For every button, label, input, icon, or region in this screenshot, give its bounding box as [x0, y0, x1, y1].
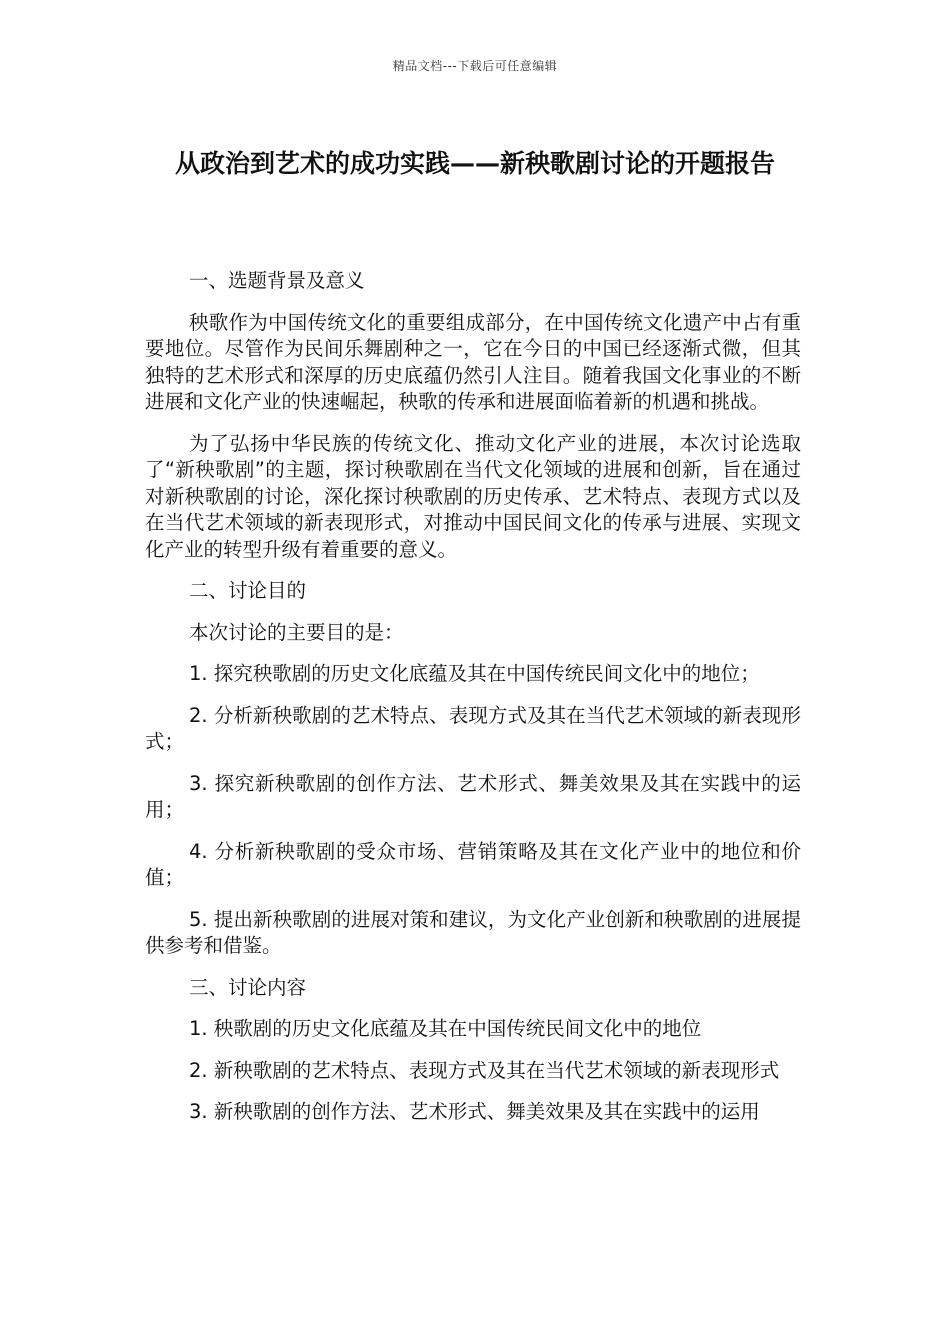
header-note: 精品文档---下载后可任意编辑 [392, 59, 558, 73]
purpose-item-1: 1. 探究秧歌剧的历史文化底蕴及其在中国传统民间文化中的地位； [189, 662, 760, 685]
purpose-item-3: 3. 探究新秧歌剧的创作方法、艺术形式、舞美效果及其在实践中的运用； [145, 771, 801, 821]
paragraph-background: 秧歌作为中国传统文化的重要组成部分，在中国传统文化遗产中占有重要地位。尽管作为民间乐舞剧种之一，它在今日的中国已经逐渐式微，但其独特的艺术形式和深厚的历史底蕴仍然引人注目。随着我国文化事业的不断进展和文化产业的快速崛起，秧歌的传承和进展面临着新的机遇和挑战。 [145, 310, 801, 413]
section-heading-content: 三、讨论内容 [189, 975, 307, 999]
section-heading-background: 一、选题背景及意义 [189, 269, 365, 292]
paragraph-significance: 为了弘扬中华民族的传统文化、推动文化产业的进展，本次讨论选取了“新秧歌剧”的主题，探讨秧歌剧在当代文化领域的进展和创新，旨在通过对新秧歌剧的讨论，深化探讨秧歌剧的历史传承、艺术特点、表现方式以及在当代艺术领域的新表现形式，对推动中国民间文化的传承与进展、实现文化产业的转型升级有着重要的意义。 [145, 431, 801, 561]
paragraph-purpose-intro: 本次讨论的主要目的是： [189, 620, 404, 644]
purpose-item-5: 5. 提出新秧歌剧的进展对策和建议，为文化产业创新和秧歌剧的进展提供参考和借鉴。 [145, 907, 801, 957]
content-item-2: 2. 新秧歌剧的艺术特点、表现方式及其在当代艺术领域的新表现形式 [189, 1058, 780, 1082]
content-item-3: 3. 新秧歌剧的创作方法、艺术形式、舞美效果及其在实践中的运用 [189, 1100, 760, 1123]
section-heading-purpose: 二、讨论目的 [189, 579, 307, 602]
purpose-item-2: 2. 分析新秧歌剧的艺术特点、表现方式及其在当代艺术领域的新表现形式； [145, 703, 801, 753]
content-item-1: 1. 秧歌剧的历史文化底蕴及其在中国传统民间文化中的地位 [189, 1017, 702, 1040]
document-body [145, 268, 801, 1141]
purpose-item-4: 4. 分析新秧歌剧的受众市场、营销策略及其在文化产业中的地位和价值； [145, 839, 801, 889]
document-title: 从政治到艺术的成功实践——新秧歌剧讨论的开题报告 [174, 149, 775, 178]
